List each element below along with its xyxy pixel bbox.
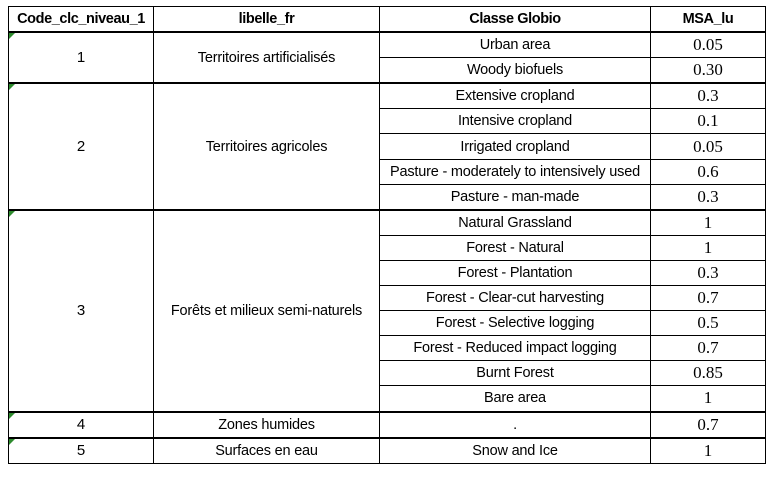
cell-msa[interactable]: 0.05 (651, 134, 766, 159)
cell-msa[interactable]: 1 (651, 210, 766, 236)
cell-code-text: 3 (76, 302, 86, 320)
cell-classe[interactable]: Bare area (380, 386, 651, 412)
cell-msa[interactable]: 0.1 (651, 109, 766, 134)
header-row (9, 7, 766, 33)
table-row (9, 210, 766, 236)
cell-classe[interactable]: Woody biofuels (380, 58, 651, 84)
cell-code[interactable] (9, 32, 154, 83)
cell-libelle[interactable]: Zones humides (154, 412, 380, 438)
table-row (9, 438, 766, 464)
cell-code-text: 2 (76, 138, 86, 156)
cell-msa[interactable]: 1 (651, 438, 766, 464)
cell-msa[interactable]: 0.5 (651, 311, 766, 336)
cell-msa[interactable]: 0.6 (651, 159, 766, 184)
table-row (9, 412, 766, 438)
cell-libelle[interactable]: Territoires agricoles (154, 83, 380, 209)
table-body (9, 32, 766, 463)
cell-code-text: 4 (76, 416, 86, 434)
header-libelle[interactable]: libelle_fr (154, 7, 380, 33)
comment-indicator-icon (9, 439, 15, 445)
cell-msa[interactable]: 0.3 (651, 83, 766, 109)
cell-msa[interactable]: 0.05 (651, 32, 766, 58)
header-code[interactable]: Code_clc_niveau_1 (9, 7, 154, 33)
cell-classe[interactable]: Forest - Reduced impact logging (380, 336, 651, 361)
comment-indicator-icon (9, 413, 15, 419)
header-classe[interactable]: Classe Globio (380, 7, 651, 33)
cell-msa[interactable]: 1 (651, 386, 766, 412)
cell-classe[interactable]: Intensive cropland (380, 109, 651, 134)
cell-classe[interactable]: Natural Grassland (380, 210, 651, 236)
cell-classe[interactable]: Forest - Selective logging (380, 311, 651, 336)
cell-code[interactable] (9, 83, 154, 209)
cell-msa[interactable]: 0.7 (651, 286, 766, 311)
cell-msa[interactable]: 0.7 (651, 412, 766, 438)
cell-classe[interactable]: Pasture - moderately to intensively used (380, 159, 651, 184)
comment-indicator-icon (9, 211, 15, 217)
cell-msa[interactable]: 0.7 (651, 336, 766, 361)
cell-msa[interactable]: 0.3 (651, 184, 766, 210)
cell-classe[interactable]: Burnt Forest (380, 361, 651, 386)
header-msa[interactable]: MSA_lu (651, 7, 766, 33)
cell-msa[interactable]: 0.3 (651, 260, 766, 285)
cell-classe[interactable]: Forest - Natural (380, 235, 651, 260)
table-row (9, 32, 766, 58)
cell-classe[interactable]: Urban area (380, 32, 651, 58)
cell-classe[interactable]: Pasture - man-made (380, 184, 651, 210)
cell-libelle[interactable]: Territoires artificialisés (154, 32, 380, 83)
comment-indicator-icon (9, 84, 15, 90)
cell-classe[interactable]: Forest - Plantation (380, 260, 651, 285)
cell-code[interactable] (9, 412, 154, 438)
cell-code[interactable] (9, 438, 154, 464)
cell-msa[interactable]: 0.30 (651, 58, 766, 84)
cell-libelle[interactable]: Forêts et milieux semi-naturels (154, 210, 380, 412)
cell-code-text: 1 (76, 49, 86, 67)
cell-code[interactable] (9, 210, 154, 412)
cell-classe[interactable]: . (380, 412, 651, 438)
cell-msa[interactable]: 1 (651, 235, 766, 260)
cell-libelle[interactable]: Surfaces en eau (154, 438, 380, 464)
table-row (9, 83, 766, 109)
msa-table (8, 6, 766, 464)
cell-classe[interactable]: Forest - Clear-cut harvesting (380, 286, 651, 311)
cell-classe[interactable]: Snow and Ice (380, 438, 651, 464)
comment-indicator-icon (9, 33, 15, 39)
cell-msa[interactable]: 0.85 (651, 361, 766, 386)
cell-classe[interactable]: Irrigated cropland (380, 134, 651, 159)
cell-classe[interactable]: Extensive cropland (380, 83, 651, 109)
cell-code-text: 5 (76, 442, 86, 460)
